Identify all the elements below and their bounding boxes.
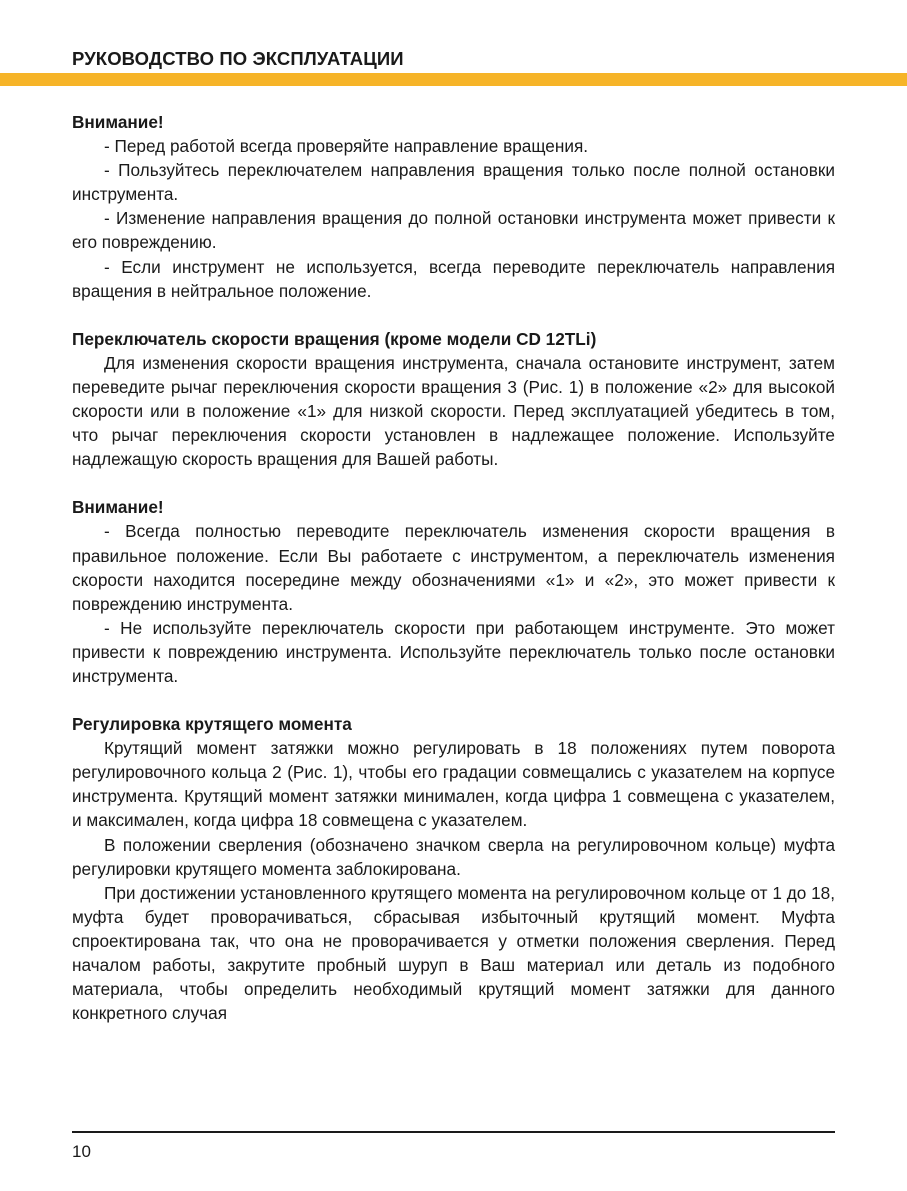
paragraph: Крутящий момент затяжки можно регулировать в 18 положениях путем поворота регулировочного кольца 2 (Рис. 1), чтобы его градации совмещались с указателем на корпусе инструмента. Крутящий момент затяжки минимален, когда цифра 1 совмещена с указателем, и максимален, когда цифра 18 совмещена с указателем. — [72, 738, 835, 831]
section-speed-switch — [72, 327, 835, 472]
page-title: РУКОВОДСТВО ПО ЭКСПЛУАТАЦИИ — [72, 48, 404, 69]
document-body — [72, 110, 835, 1049]
page-number: 10 — [72, 1142, 91, 1161]
section-heading: Переключатель скорости вращения (кроме модели CD 12TLi) — [72, 328, 597, 349]
paragraph: При достижении установленного крутящего момента на регулировочном кольце от 1 до 18, муфта будет проворачиваться, сбрасывая избыточный крутящий момент. Муфта спроектирована так, что она не проворачивается у отметки положения сверления. Перед началом работы, закрутите пробный шуруп в Ваш материал или деталь из подобного материала, чтобы определить необходимый крутящий момент затяжки для данного конкретного случая — [72, 882, 835, 1024]
paragraph: - Изменение направления вращения до полной остановки инструмента может привести к его повреждению. — [72, 208, 835, 253]
paragraph: В положении сверления (обозначено значком сверла на регулировочном кольце) муфта регулировки крутящего момента заблокирована. — [72, 834, 835, 879]
paragraph: - Не используйте переключатель скорости при работающем инструменте. Это может привести к повреждению инструмента. Используйте переключатель только после остановки инструмента. — [72, 617, 835, 686]
section-heading: Внимание! — [72, 112, 164, 132]
section-heading: Внимание! — [72, 497, 164, 518]
paragraph: - Всегда полностью переводите переключатель изменения скорости вращения в правильное положение. Если Вы работаете с инструментом, а переключатель изменения скорости находится посередине между обозначениями «1» и «2», это может привести к повреждению инструмента. — [72, 521, 835, 614]
section-heading: Регулировка крутящего момента — [72, 714, 352, 735]
paragraph: - Если инструмент не используется, всегда переводите переключатель направления вращения в нейтральное положение. — [72, 256, 835, 301]
paragraph: Для изменения скорости вращения инструмента, сначала остановите инструмент, затем переведите рычаг переключения скорости вращения 3 (Рис. 1) в положение «2» для высокой скорости или в положение «1» для низкой скорости. Перед эксплуатацией убедитесь в том, что рычаг переключения скорости установлен в надлежащее положение. Используйте надлежащую скорость вращения для Вашей работы. — [72, 352, 835, 470]
section-warning-speed — [72, 495, 835, 688]
header-accent-bar — [0, 73, 907, 86]
footer-divider — [72, 1131, 835, 1133]
section-torque-adjustment — [72, 712, 835, 1025]
paragraph: - Перед работой всегда проверяйте направление вращения. — [104, 136, 589, 157]
paragraph: - Пользуйтесь переключателем направления вращения только после полной остановки инструмента. — [72, 160, 835, 205]
page-header — [0, 0, 907, 86]
section-warning-direction — [72, 110, 835, 303]
